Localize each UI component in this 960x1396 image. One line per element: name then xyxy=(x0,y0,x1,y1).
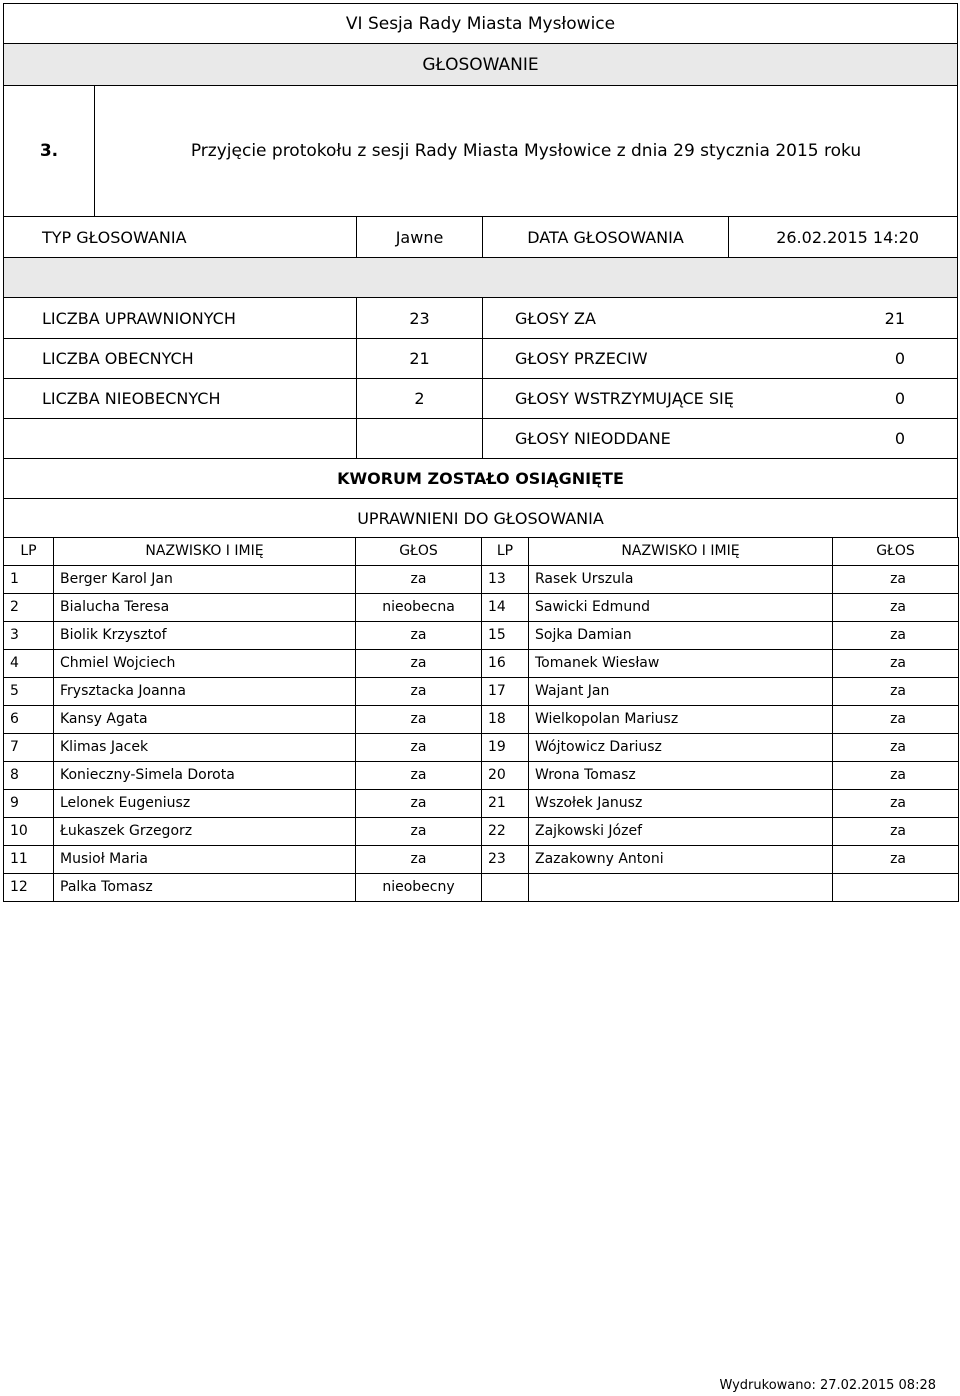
row-lp: 20 xyxy=(482,761,529,789)
table-header-row xyxy=(4,537,959,565)
vote-type-value: Jawne xyxy=(356,217,482,257)
row-vote: za xyxy=(833,761,959,789)
row-name: Kansy Agata xyxy=(54,705,356,733)
row-vote xyxy=(833,873,959,901)
row-lp: 18 xyxy=(482,705,529,733)
vote-info-row xyxy=(4,216,957,257)
absent-label: LICZBA NIEOBECNYCH xyxy=(42,389,221,408)
row-lp: 21 xyxy=(482,789,529,817)
row-name: Zajkowski Józef xyxy=(529,817,833,845)
print-timestamp: Wydrukowano: 27.02.2015 08:28 xyxy=(719,1378,936,1393)
table-row xyxy=(4,677,959,705)
row-name: Zazakowny Antoni xyxy=(529,845,833,873)
row-lp: 14 xyxy=(482,593,529,621)
row-name: Wójtowicz Dariusz xyxy=(529,733,833,761)
row-lp: 23 xyxy=(482,845,529,873)
count-row-3 xyxy=(4,378,957,418)
table-row xyxy=(4,789,959,817)
row-vote: za xyxy=(833,677,959,705)
row-name: Sawicki Edmund xyxy=(529,593,833,621)
row-name: Berger Karol Jan xyxy=(54,565,356,593)
row-vote: nieobecny xyxy=(356,873,482,901)
row-lp: 4 xyxy=(4,649,54,677)
row-vote: za xyxy=(833,789,959,817)
row-name: Chmiel Wojciech xyxy=(54,649,356,677)
table-row xyxy=(4,621,959,649)
table-row xyxy=(4,761,959,789)
row-lp: 9 xyxy=(4,789,54,817)
votes-for-value: 21 xyxy=(884,308,905,328)
row-vote: za xyxy=(356,845,482,873)
row-vote: za xyxy=(356,677,482,705)
row-lp: 1 xyxy=(4,565,54,593)
row-lp: 10 xyxy=(4,817,54,845)
row-vote: za xyxy=(356,649,482,677)
header-name: NAZWISKO I IMIĘ xyxy=(529,537,833,565)
row-lp: 6 xyxy=(4,705,54,733)
vote-date-value: 26.02.2015 14:20 xyxy=(728,217,957,257)
row-name: Wajant Jan xyxy=(529,677,833,705)
absent-value: 2 xyxy=(356,379,482,418)
row-name: Klimas Jacek xyxy=(54,733,356,761)
row-name: Łukaszek Grzegorz xyxy=(54,817,356,845)
row-lp: 19 xyxy=(482,733,529,761)
row-name: Wrona Tomasz xyxy=(529,761,833,789)
row-lp xyxy=(482,873,529,901)
count-row-2 xyxy=(4,338,957,378)
row-lp: 11 xyxy=(4,845,54,873)
row-name: Tomanek Wiesław xyxy=(529,649,833,677)
row-name xyxy=(529,873,833,901)
row-name: Musioł Maria xyxy=(54,845,356,873)
agenda-row xyxy=(4,85,957,216)
row-vote: za xyxy=(356,733,482,761)
votes-against-value: 0 xyxy=(894,349,905,368)
row-vote: nieobecna xyxy=(356,593,482,621)
row-vote: za xyxy=(833,733,959,761)
votes-against-label: GŁOSY PRZECIW xyxy=(482,339,833,378)
row-name: Rasek Urszula xyxy=(529,565,833,593)
count-row-1 xyxy=(4,297,957,338)
header-lp: LP xyxy=(4,537,54,565)
table-row xyxy=(4,649,959,677)
table-row xyxy=(4,705,959,733)
row-name: Sojka Damian xyxy=(529,621,833,649)
table-row xyxy=(4,817,959,845)
row-vote: za xyxy=(833,817,959,845)
row-name: Wszołek Janusz xyxy=(529,789,833,817)
empty-cell xyxy=(4,419,356,458)
table-row xyxy=(4,873,959,901)
row-lp: 5 xyxy=(4,677,54,705)
row-vote: za xyxy=(833,565,959,593)
row-vote: za xyxy=(356,817,482,845)
row-vote: za xyxy=(356,705,482,733)
session-title: VI Sesja Rady Miasta Mysłowice xyxy=(345,13,616,34)
row-lp: 15 xyxy=(482,621,529,649)
row-lp: 8 xyxy=(4,761,54,789)
eligible-label: LICZBA UPRAWNIONYCH xyxy=(42,308,236,328)
row-vote: za xyxy=(356,761,482,789)
row-name: Konieczny-Simela Dorota xyxy=(54,761,356,789)
agenda-number: 3. xyxy=(39,141,59,161)
row-lp: 17 xyxy=(482,677,529,705)
table-row xyxy=(4,733,959,761)
row-vote: za xyxy=(356,565,482,593)
header-lp: LP xyxy=(482,537,529,565)
votes-abstain-label: GŁOSY WSTRZYMUJĄCE SIĘ xyxy=(482,379,833,418)
votes-for-label: GŁOSY ZA xyxy=(482,298,833,338)
empty-cell xyxy=(356,419,482,458)
row-name: Bialucha Teresa xyxy=(54,593,356,621)
table-row xyxy=(4,845,959,873)
present-value: 21 xyxy=(356,339,482,378)
row-lp: 2 xyxy=(4,593,54,621)
row-vote: za xyxy=(833,705,959,733)
header-block xyxy=(3,3,958,538)
row-vote: za xyxy=(356,789,482,817)
row-lp: 12 xyxy=(4,873,54,901)
row-name: Biolik Krzysztof xyxy=(54,621,356,649)
present-label: LICZBA OBECNYCH xyxy=(42,349,194,368)
voters-title: UPRAWNIENI DO GŁOSOWANIA xyxy=(4,498,957,537)
row-lp: 13 xyxy=(482,565,529,593)
row-name: Frysztacka Joanna xyxy=(54,677,356,705)
quorum-status: KWORUM ZOSTAŁO OSIĄGNIĘTE xyxy=(4,458,957,498)
votes-abstain-value: 0 xyxy=(894,389,905,408)
eligible-value: 23 xyxy=(356,298,482,338)
row-lp: 3 xyxy=(4,621,54,649)
row-lp: 22 xyxy=(482,817,529,845)
section-title: GŁOSOWANIE xyxy=(4,43,957,85)
row-vote: za xyxy=(833,593,959,621)
row-name: Wielkopolan Mariusz xyxy=(529,705,833,733)
row-name: Palka Tomasz xyxy=(54,873,356,901)
vote-report xyxy=(3,3,958,902)
row-vote: za xyxy=(833,649,959,677)
spacer-row xyxy=(4,257,957,297)
vote-type-label: TYP GŁOSOWANIA xyxy=(42,227,187,247)
row-vote: za xyxy=(356,621,482,649)
count-row-4 xyxy=(4,418,957,458)
header-name: NAZWISKO I IMIĘ xyxy=(54,537,356,565)
table-row xyxy=(4,565,959,593)
votes-notcast-label: GŁOSY NIEODDANE xyxy=(482,419,833,458)
header-vote: GŁOS xyxy=(356,537,482,565)
row-lp: 7 xyxy=(4,733,54,761)
table-row xyxy=(4,593,959,621)
vote-date-label: DATA GŁOSOWANIA xyxy=(482,217,728,257)
row-vote: za xyxy=(833,621,959,649)
votes-notcast-value: 0 xyxy=(894,429,905,448)
header-vote: GŁOS xyxy=(833,537,959,565)
row-lp: 16 xyxy=(482,649,529,677)
agenda-title: Przyjęcie protokołu z sesji Rady Miasta Mysłowice z dnia 29 stycznia 2015 roku xyxy=(94,86,957,216)
row-vote: za xyxy=(833,845,959,873)
row-name: Lelonek Eugeniusz xyxy=(54,789,356,817)
voters-table xyxy=(3,537,959,902)
